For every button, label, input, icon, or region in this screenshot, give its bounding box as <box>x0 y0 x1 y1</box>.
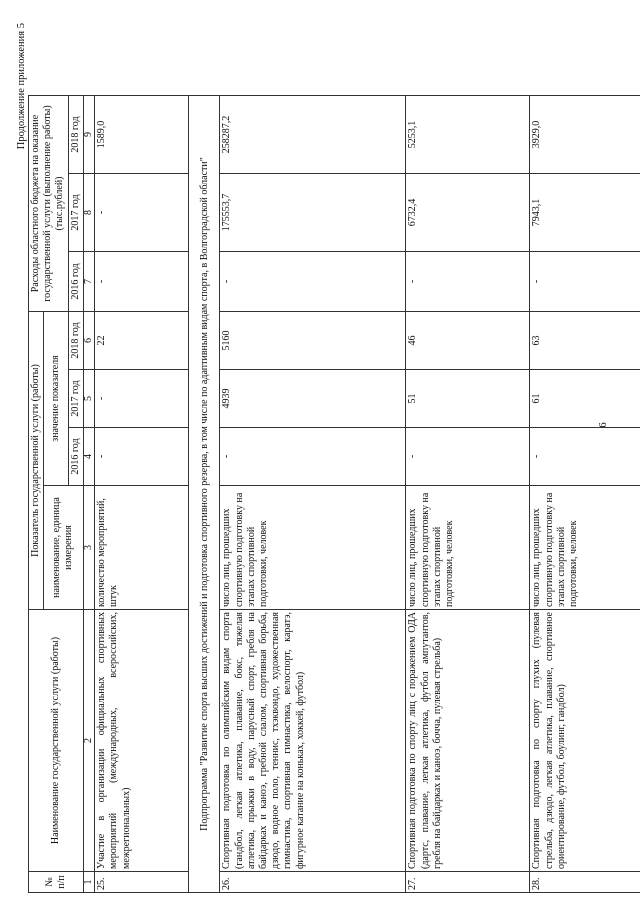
subprogram-title: Подпрограмма "Развитие спорта высших достижений и подготовка спортивного резерва, в том числе по адаптивным видам спорта, в Волгоградской области" <box>189 96 220 893</box>
year-header: 2016 год <box>68 428 83 486</box>
indicator-value-header: значение показателя <box>44 312 68 486</box>
value-2016: - <box>220 428 406 486</box>
col-index: 7 <box>83 252 95 312</box>
row-number: 28. <box>530 872 640 893</box>
col-index: 5 <box>83 370 95 428</box>
expense-2017: 175553,7 <box>220 174 406 252</box>
table-row <box>95 96 189 893</box>
col-index: 2 <box>83 610 95 872</box>
indicator-unit: количество мероприятий, штук <box>95 486 189 610</box>
row-number: 27. <box>406 872 530 893</box>
expense-2017: - <box>95 174 189 252</box>
subprogram-row <box>189 96 220 893</box>
col-index: 4 <box>83 428 95 486</box>
value-2018: 22 <box>95 312 189 370</box>
year-header: 2018 год <box>68 312 83 370</box>
indicator-group-header: Показатель государственной услуги (работы) <box>29 312 44 610</box>
col-index: 3 <box>83 486 95 610</box>
budget-table <box>28 95 640 893</box>
value-2016: - <box>406 428 530 486</box>
service-name: Спортивная подготовка по спорту глухих (пулевая стрельба, дзюдо, легкая атлетика, плавание, спортивное ориентирование, футбол, боулинг, гандбол) <box>530 610 640 872</box>
year-header: 2017 год <box>68 370 83 428</box>
expense-2018: 3929,0 <box>530 96 640 174</box>
expense-2016: - <box>406 252 530 312</box>
value-2018: 63 <box>530 312 640 370</box>
service-name: Спортивная подготовка по спорту лиц с поражением ОДА (дартс, плавание, легкая атлетика, футбол ампутантов, гребля на байдарках и каноэ, бочча, пулевая стрельба) <box>406 610 530 872</box>
col-index: 6 <box>83 312 95 370</box>
year-header: 2018 год <box>68 96 83 174</box>
year-header: 2017 год <box>68 174 83 252</box>
table-row <box>406 96 530 893</box>
continuation-label: Продолжение приложения 5 <box>16 23 27 150</box>
row-number: 26. <box>220 872 406 893</box>
expense-2016: - <box>530 252 640 312</box>
value-2017: 61 <box>530 370 640 428</box>
header-row-indices <box>83 96 95 893</box>
table-row <box>220 96 406 893</box>
value-2017: 51 <box>406 370 530 428</box>
expense-2018: 258287,2 <box>220 96 406 174</box>
col-index: 8 <box>83 174 95 252</box>
service-name: Спортивная подготовка по олимпийским видам спорта (гандбол, легкая атлетика, плавание, бокс, тяжелая атлетика, прыжки в воду, парусный спорт, гребля на байдарках и каноэ, гребной слалом, спортивная борьба, дзюдо, водное поло, теннис, тхэквондо, художественная гимнастика, спортивная гимнастика, велоспорт, каратэ, фигурное катание на коньках, хоккей, футбол) <box>220 610 406 872</box>
col-num-header: № п/п <box>29 872 84 893</box>
expense-2017: 7943,1 <box>530 174 640 252</box>
rotated-page-content <box>12 23 612 893</box>
page-number: 6 <box>597 422 609 428</box>
col-index: 9 <box>83 96 95 174</box>
value-2016: - <box>95 428 189 486</box>
value-2018: 46 <box>406 312 530 370</box>
indicator-unit: число лиц, прошедших спортивную подготовку на этапах спортивной подготовки, человек <box>406 486 530 610</box>
expense-2018: 5253,1 <box>406 96 530 174</box>
col-index: 1 <box>83 872 95 893</box>
value-2018: 5160 <box>220 312 406 370</box>
indicator-name-header: наименование, единица измерения <box>44 486 84 610</box>
expense-2018: 1589,0 <box>95 96 189 174</box>
value-2017: - <box>95 370 189 428</box>
expense-2017: 6732,4 <box>406 174 530 252</box>
indicator-unit: число лиц, прошедших спортивную подготовку на этапах спортивной подготовки, человек <box>220 486 406 610</box>
service-name: Участие в организации официальных спортивных мероприятий (международных, всероссийских, межрегиональных) <box>95 610 189 872</box>
col-name-header: Наименование государственной услуги (работы) <box>29 610 84 872</box>
indicator-unit: число лиц, прошедших спортивную подготовку на этапах спортивной подготовки, человек <box>530 486 640 610</box>
header-row-1 <box>29 96 44 893</box>
expense-group-header: Расходы областного бюджета на оказание государственной услуги (выполнение работы) (тыс.рублей) <box>29 96 69 312</box>
value-2016: - <box>530 428 640 486</box>
expense-2016: - <box>95 252 189 312</box>
year-header: 2016 год <box>68 252 83 312</box>
row-number: 25. <box>95 872 189 893</box>
expense-2016: - <box>220 252 406 312</box>
table-row <box>530 96 640 893</box>
value-2017: 4939 <box>220 370 406 428</box>
